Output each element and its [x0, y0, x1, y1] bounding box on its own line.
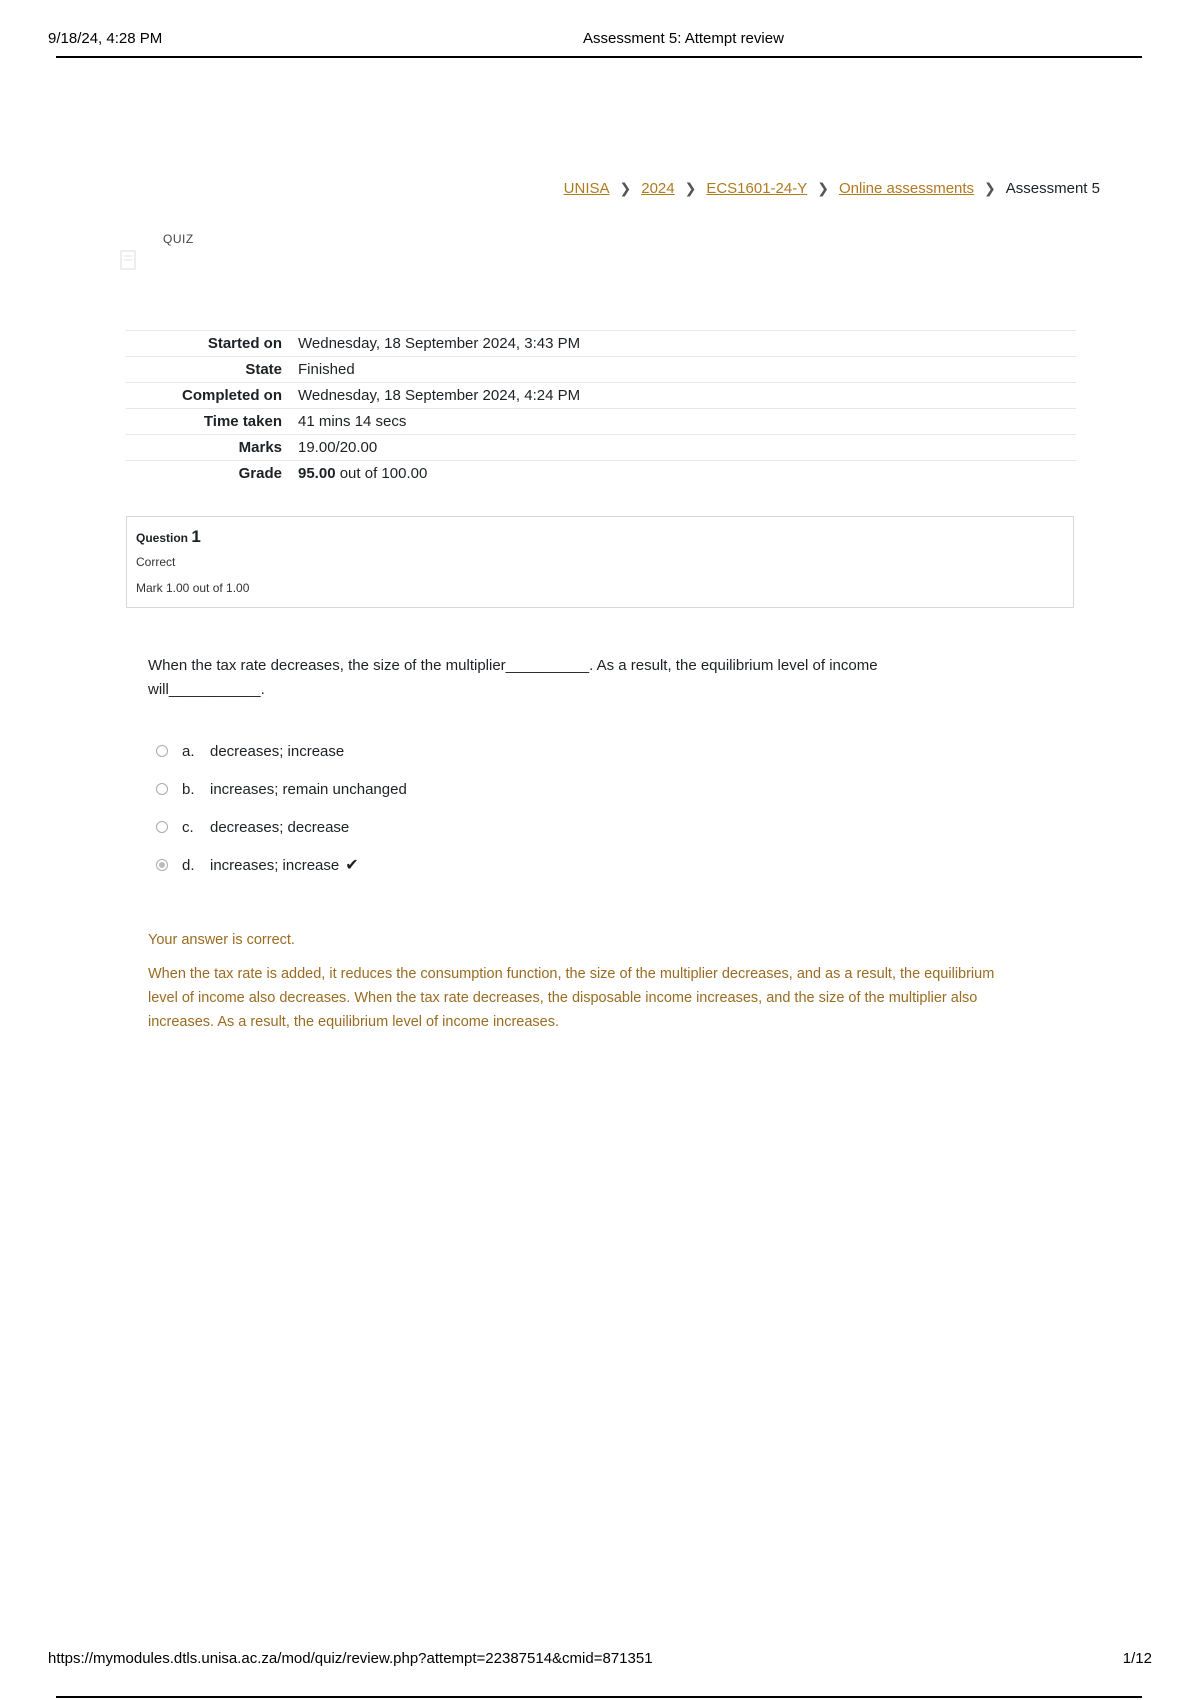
radio-button[interactable]: [156, 745, 168, 757]
question-number: [136, 527, 1064, 547]
summary-row-time-taken: [126, 409, 1076, 435]
answer-letter: a.: [182, 742, 195, 760]
summary-label: Started on: [207, 335, 282, 352]
breadcrumb-link-online-assessments[interactable]: Online assessments: [838, 180, 975, 197]
quiz-icon: [120, 250, 138, 270]
summary-row-started: [126, 331, 1076, 357]
question-text-line: will___________.: [148, 681, 265, 698]
summary-value: 19.00/20.00: [298, 439, 378, 456]
summary-label: Grade: [238, 465, 282, 482]
header-divider: [56, 56, 1142, 58]
breadcrumb-current: Assessment 5: [1005, 180, 1100, 197]
summary-value: Wednesday, 18 September 2024, 3:43 PM: [298, 335, 581, 352]
chevron-right-icon: ❯: [619, 180, 632, 196]
answer-option-a[interactable]: [156, 732, 407, 770]
question-mark: Mark 1.00 out of 1.00: [136, 581, 250, 595]
answer-text: decreases; increase: [210, 742, 345, 760]
feedback-explanation: When the tax rate is added, it reduces the consumption function, the size of the multiplier decreases, and as a result, the equilibrium level of income also decreases. When the tax rate decreases, the disposable income increases, and the size of the multiplier also increases. As a result, the equilibrium level of income increases.: [148, 966, 995, 1030]
chevron-right-icon: ❯: [684, 180, 697, 196]
breadcrumb-link-unisa[interactable]: UNISA: [563, 180, 610, 197]
radio-button[interactable]: [156, 821, 168, 833]
footer-divider: [56, 1696, 1142, 1698]
print-page-number: 1/12: [1122, 1650, 1152, 1667]
summary-row-completed: [126, 383, 1076, 409]
question-text: [148, 654, 948, 702]
attempt-summary-table: [126, 330, 1076, 486]
answer-option-c[interactable]: [156, 808, 407, 846]
answer-letter: c.: [182, 818, 194, 836]
summary-value: Finished: [298, 361, 355, 378]
answer-option-d[interactable]: [156, 846, 407, 884]
summary-row-grade: [126, 461, 1076, 487]
summary-row-marks: [126, 435, 1076, 461]
summary-label: State: [245, 361, 282, 378]
breadcrumb-link-year[interactable]: 2024: [641, 180, 675, 197]
summary-value: Wednesday, 18 September 2024, 4:24 PM: [298, 387, 581, 404]
breadcrumb: [564, 180, 1100, 197]
check-icon: ✔: [345, 857, 359, 874]
chevron-right-icon: ❯: [817, 180, 829, 196]
question-info-box: [126, 516, 1074, 608]
answer-letter: d.: [182, 856, 195, 874]
feedback-status: Your answer is correct.: [148, 932, 295, 948]
summary-value: 41 mins 14 secs: [298, 413, 407, 430]
answer-text: increases; increase: [210, 856, 340, 874]
feedback: [148, 928, 1028, 1044]
activity-type-label: QUIZ: [163, 232, 194, 246]
grade-value: 95.00: [298, 465, 336, 482]
question-state: Correct: [136, 555, 176, 569]
question-text-line: When the tax rate decreases, the size of the multiplier__________. As a result, the equilibrium level of income: [148, 657, 878, 674]
answer-text: increases; remain unchanged: [210, 780, 407, 798]
radio-button-selected[interactable]: [156, 859, 168, 871]
question-number-value: 1: [191, 527, 201, 546]
print-doc-title: Assessment 5: Attempt review: [583, 30, 784, 47]
answer-letter: b.: [182, 780, 195, 798]
summary-label: Marks: [238, 439, 282, 456]
summary-label: Completed on: [182, 387, 282, 404]
summary-label: Time taken: [203, 413, 282, 430]
print-url: https://mymodules.dtls.unisa.ac.za/mod/quiz/review.php?attempt=22387514&cmid=871351: [48, 1650, 653, 1667]
print-datetime: 9/18/24, 4:28 PM: [48, 30, 163, 47]
summary-value: [298, 461, 1076, 487]
radio-button[interactable]: [156, 783, 168, 795]
summary-row-state: [126, 357, 1076, 383]
breadcrumb-link-course[interactable]: ECS1601-24-Y: [706, 180, 808, 197]
answer-options: [156, 732, 407, 884]
chevron-right-icon: ❯: [984, 180, 996, 196]
grade-suffix: out of 100.00: [339, 465, 428, 482]
question-label: Question: [136, 531, 189, 545]
answer-text: decreases; decrease: [210, 818, 350, 836]
answer-option-b[interactable]: [156, 770, 407, 808]
